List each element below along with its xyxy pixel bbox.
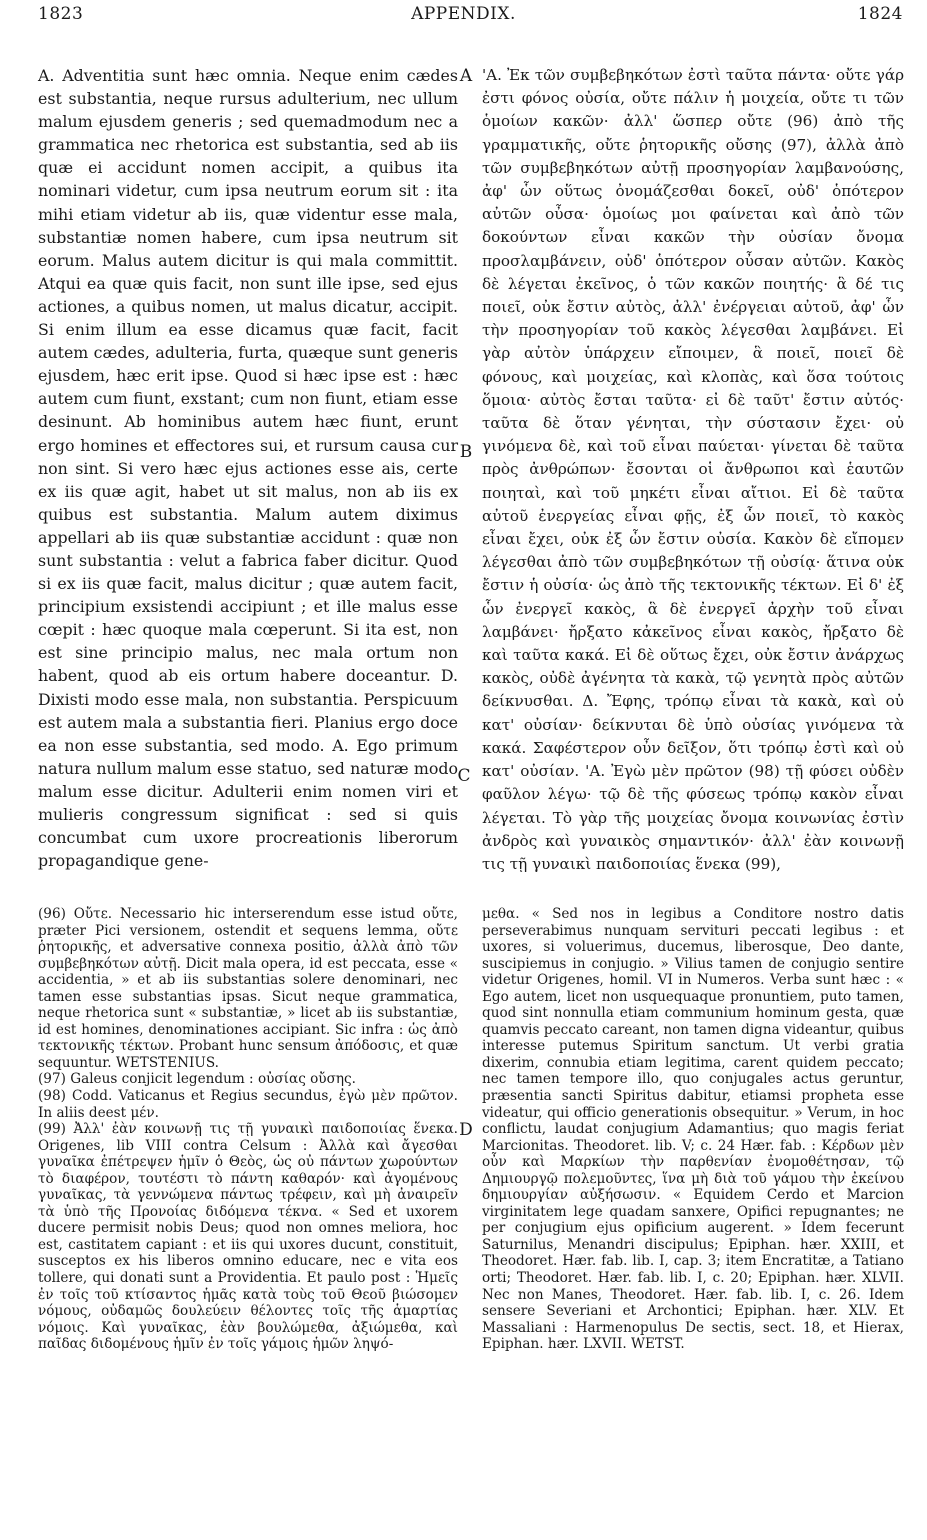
footnote-97: (97) Galeus conjicit legendum : οὐσίας οὔσης. (38, 1071, 356, 1088)
page-header (0, 4, 927, 34)
greek-text: 'Α. Ἐκ τῶν συμβεβηκότων ἐστὶ ταῦτα πάντα· οὔτε γάρ ἐστι φόνος οὐσία, οὔτε πάλιν ἡ μοιχεία, οὔτε τι τῶν ὁμοίων κακῶν· ἀλλ' ὥσπερ οὔτε (96) ἀπὸ τῆς γραμματικῆς, οὔτε ῥητορικῆς οὔσης (97), ἀλλὰ ἀπὸ τῶν συμβεβηκότων αὐτῇ προσηγορίαν λαμβανούσης, ἀφ' ὧν οὕτως ὀνομάζεσθαι δοκεῖ, οὐδ' ὁπότερον αὐτῶν οὖσα· ὁμοίως μοι φαίνεται καὶ ἀπὸ τῶν δοκούντων εἶναι κακῶν τὴν οὐσίαν ὄνομα προσλαμβάνειν, οὐδ' ὁπότερον οὖσαν αὐτῶν. Κακὸς δὲ λέγεται ἐκεῖνος, ὁ τῶν κακῶν ποιητής· ἃ δέ τις ποιεῖ, οὐκ ἔστιν αὐτὸς, ἀλλ' ἐνέργειαι αὐτοῦ, ἀφ' ὧν τὴν προσηγορίαν τοῦ κακὸς λέγεσθαι λαμβάνει. Εἰ γὰρ αὐτὸν ὑπάρχειν εἴποιμεν, ἃ ποιεῖ, ποιεῖ δὲ φόνους, καὶ μοιχείας, καὶ κλοπὰς, καὶ ὅσα τούτοις ὅμοια· αὐτὸς ἔσται ταῦτα· εἰ δὲ ταῦτ' ἔστιν αὐτός· ταῦτα δὲ ὅταν γένηται, τὴν σύστασιν ἔχει· οὐ γινόμενα δὲ, καὶ τοῦ εἶναι παύεται· γίνεται δὲ ταῦτα πρὸς ἀνθρώπων· ἔσονται οἱ ἄνθρωποι καὶ ἑαυτῶν ποιηταὶ, καὶ τοῦ μηκέτι εἶναι αἴτιοι. Εἰ δὲ ταῦτα αὐτοῦ ἐνεργείας εἶναι φῇς, ἐξ ὧν ποιεῖ, τὸ κακὸς εἶναι ἔχει, οὐκ ἐξ ὧν ἔστιν οὐσία. Κακὸν δὲ εἴπομεν λέγεσθαι ἀπὸ τῶν συμβεβηκότων τῇ οὐσίᾳ· ἅτινα οὐκ ἔστιν ἡ οὐσία· ὡς ἀπὸ τῆς τεκτονικῆς τέκτων. Εἰ δ' ἐξ ὧν ἐνεργεῖ κακὸς, ἃ δὲ ἐνεργεῖ ἀρχὴν τοῦ εἶναι λαμβάνει· ἤρξατο κἀκεῖνος εἶναι κακὸς, ἤρξατο δὲ καὶ ταῦτα κακά. Εἰ δὲ οὕτως ἔχει, οὐκ ἔστιν ἀνάρχως κακὸς, οὐδὲ ἀγένητα τὰ κακὰ, τῷ γενητὰ πρὸς αὐτῶν δείκνυσθαι. Δ. Ἔφης, τρόπῳ εἶναι τὰ κακὰ, καὶ οὐ κατ' οὐσίαν· δείκνυται δὲ ὑπὸ οὐσίας γινόμενα τὰ κακά. Σαφέστερον οὖν δεῖξον, ὅτι τρόπῳ ἐστὶ καὶ οὐ κατ' οὐσίαν. 'Α. Ἐγὼ μὲν πρῶτον (98) τῇ φύσει οὐδὲν φαῦλον λέγω· τῷ δὲ τῆς φύσεως τρόπῳ κακὸν εἶναι λέγεται. Τὸ γὰρ τῆς μοιχείας ὄνομα κοινωνίας ἐστὶν ἀνδρὸς καὶ γυναικὸς σημαντικόν· ἀλλ' ἐὰν κοινωνῇ τις τῇ γυναικὶ παιδοποιίας ἕνεκα (99), (482, 66, 904, 873)
footnote-99-continued: μεθα. « Sed nos in legibus a Conditore nostro datis perseverabimus nunquam servituri peccati legibus : et uxores, si voluerimus, ducemus, liberosque, Deo dante, suscipiemus in conjugio. » Vilius tamen de conjugio sentire videtur Origenes, homil. VI in Numeros. Verba sunt hæc : « Ego autem, licet non usquequaque pronuntiem, puto tamen, quod sint nonnulla etiam communium hominum gesta, quæ quamvis peccato careant, non tamen digna videantur, quibus interesse putemus Spiritum sanctum. Ut verbi gratia dixerim, connubia etiam legitima, carent quidem peccato; nec tamen tempore illo, quo conjugales actus geruntur, præsentia sancti Spiritus dabitur, etiamsi propheta esse videatur, qui officio generationis obsequitur. » Verum, in hoc conflictu, laudat conjugium Adamantius; quo magis feriat Marcionitas. Theodoret. lib. V; c. 24 Hær. fab. : Κέρδων μὲν οὖν καὶ Μαρκίων τὴν παρθενίαν ἐνομοθέτησαν, τῷ Δημιουργῷ πολεμοῦντες, ἵνα μὴ διὰ τοῦ γάμου τὴν ἐκείνου δημιουργίαν αὐξήσωσιν. « Equidem Cerdo et Marcion virginitatem lege quadam sanxere, Opifici repugnantes; ne per conjugium ejus opificium augerent. » Idem fecerunt Saturnilus, Menandri discipulus; Epiphan. hær. XXIII, et Theodoret. Hær. fab. lib. I, cap. 3; item Encratitæ, a Tatiano orti; Theodoret. Hær. fab. lib. I, c. 20; Epiphan. hær. XLVII. Nec non Manes, Theodoret. Hær. fab. lib. I, c. 26. Idem sensere Severiani et Archontici; Epiphan. hær. XLV. Et Massaliani : Harmenopulus De sectis, sect. 18, et Hierax, Epiphan. hær. LXVII. WETST. (482, 906, 904, 1353)
footnote-98: (98) Codd. Vaticanus et Regius secundus, ἐγὼ μὲν πρῶτον. In aliis deest μέν. (38, 1088, 458, 1121)
running-title: APPENDIX. (411, 4, 516, 24)
footnotes-right-column (482, 906, 904, 1516)
margin-marker-b: B (459, 442, 473, 462)
margin-marker-c: C (457, 766, 471, 786)
page-number-right: 1824 (857, 4, 903, 24)
page-number-left: 1823 (38, 4, 84, 24)
latin-text: A. Adventitia sunt hæc omnia. Neque enim cædes est substantia, neque rursus adulterium, nec ullum malum ejusdem generis ; sed quemadmodum nec a grammatica nec rhetorica est substantia, sed ab iis quæ ei accidunt nomen accipit, a quibus ita nominari videtur, cum ipsa neutrum eorum sit : ita mihi etiam videtur ab iis, quæ videntur esse mala, substantiæ nomen habere, cum ipsa neutrum sit eorum. Malus autem dicitur is qui mala committit. Atqui ea quæ quis facit, non sunt ille ipse, sed ejus actiones, a quibus nomen, ut malus dicatur, accipit. Si enim illum ea esse dicamus quæ facit, facit autem cædes, adulteria, furta, quæque sunt generis ejusdem, hæc erit ipse. Quod si hæc ipse est : hæc autem cum fiunt, exstant; cum non fiunt, etiam esse desinunt. Ab hominibus autem hæc fiunt, erunt ergo homines et effectores sui, et rursum causa cur non sint. Si vero hæc ejus actiones esse ais, certe ex iis quæ agit, habet ut sit malus, non ab iis ex quibus est substantia. Malum autem diximus appellari ab iis quæ substantiæ accidunt : quæ non sunt substantia : velut a fabrica faber dicitur. Quod si ex iis quæ facit, malus dicitur ; quæ autem facit, principium exsistendi accipiunt ; et ille malus esse cœpit : hæc quoque mala cœperunt. Si ita est, non est sine principio malus, nec mala ortum non habent, quod ab eis ortum habere doceantur. D. Dixisti modo esse mala, non substantia. Perspicuum est autem mala a substantia fieri. Planius ergo doce ea non esse substantia, sed modo. A. Ego primum natura nullum malum esse statuo, sed naturæ modo malum esse dicitur. Adulterii enim nomen viri et mulieris congressum significat : sed si quis concumbat cum uxore procreationis liberorum propagandique gene- (38, 66, 458, 871)
margin-marker-d: D (459, 1120, 473, 1140)
footnote-96: (96) Οὔτε. Necessario hic interserendum esse istud οὔτε, præter Pici versionem, ostendit et sequens lemma, οὔτε ῥητορικῆς, et adversative connexa positio, ἀλλὰ ἀπὸ τῶν συμβεβηκότων αὐτῇ. Dicit mala opera, id est peccata, esse « accidentia, » et ab iis substantias solere denominari, nec tamen esse substantias ipsas. Sicut neque grammatica, neque rhetorica sunt « substantiæ, » licet ab iis substantiæ, id est homines, denominationes accipiant. Sic infra : ὡς ἀπὸ τεκτονικῆς τέκτων. Probant hunc sensum ἀπόδοσις, et quæ sequuntur. WETSTENIUS. (38, 906, 458, 1071)
greek-column (482, 64, 904, 876)
footnote-99: (99) Ἀλλ' ἐὰν κοινωνῇ τις τῇ γυναικὶ παιδοποιίας ἕνεκα. Origenes, lib VIII contra Celsum : Ἀλλὰ καὶ ἄγεσθαι γυναῖκα ἐπέτρεψεν ἡμῖν ὁ Θεὸς, ὡς οὐ πάντων χωρούντων τὸ διαφέρον, τουτέστι τὸ πάντη καθαρόν· καὶ ἀγομένους γυναῖκας, τὰ γεννώμενα πάντως τρέφειν, καὶ μὴ ἀναιρεῖν τὰ ὑπὸ τῆς Προνοίας διδόμενα τέκνα. « Sed et uxorem ducere permisit nobis Deus; quod non omnes meliora, hoc est, castitatem capiant : et iis qui uxores ducunt, constituit, susceptos ex his liberos omnino educare, nec e vita eos tollere, qui donati sunt a Providentia. Et paulo post : Ἡμεῖς ἐν τοῖς τοῦ κτίσαντος ἡμᾶς κατὰ τοὺς τοῦ Θεοῦ βιώσομεν νόμους, οὐδαμῶς δουλεύειν θέλοντες τοῖς τῆς ἁμαρτίας νόμοις. Καὶ γυναῖκας, ἐὰν βουλώμεθα, ἀξιώμεθα, καὶ παῖδας διδομένους ἡμῖν ἐν τοῖς γάμοις ἡμῶν ληψό- (38, 1121, 458, 1353)
footnotes-left-column (38, 906, 458, 1516)
margin-marker-a: A (459, 66, 473, 86)
latin-column (38, 64, 458, 876)
